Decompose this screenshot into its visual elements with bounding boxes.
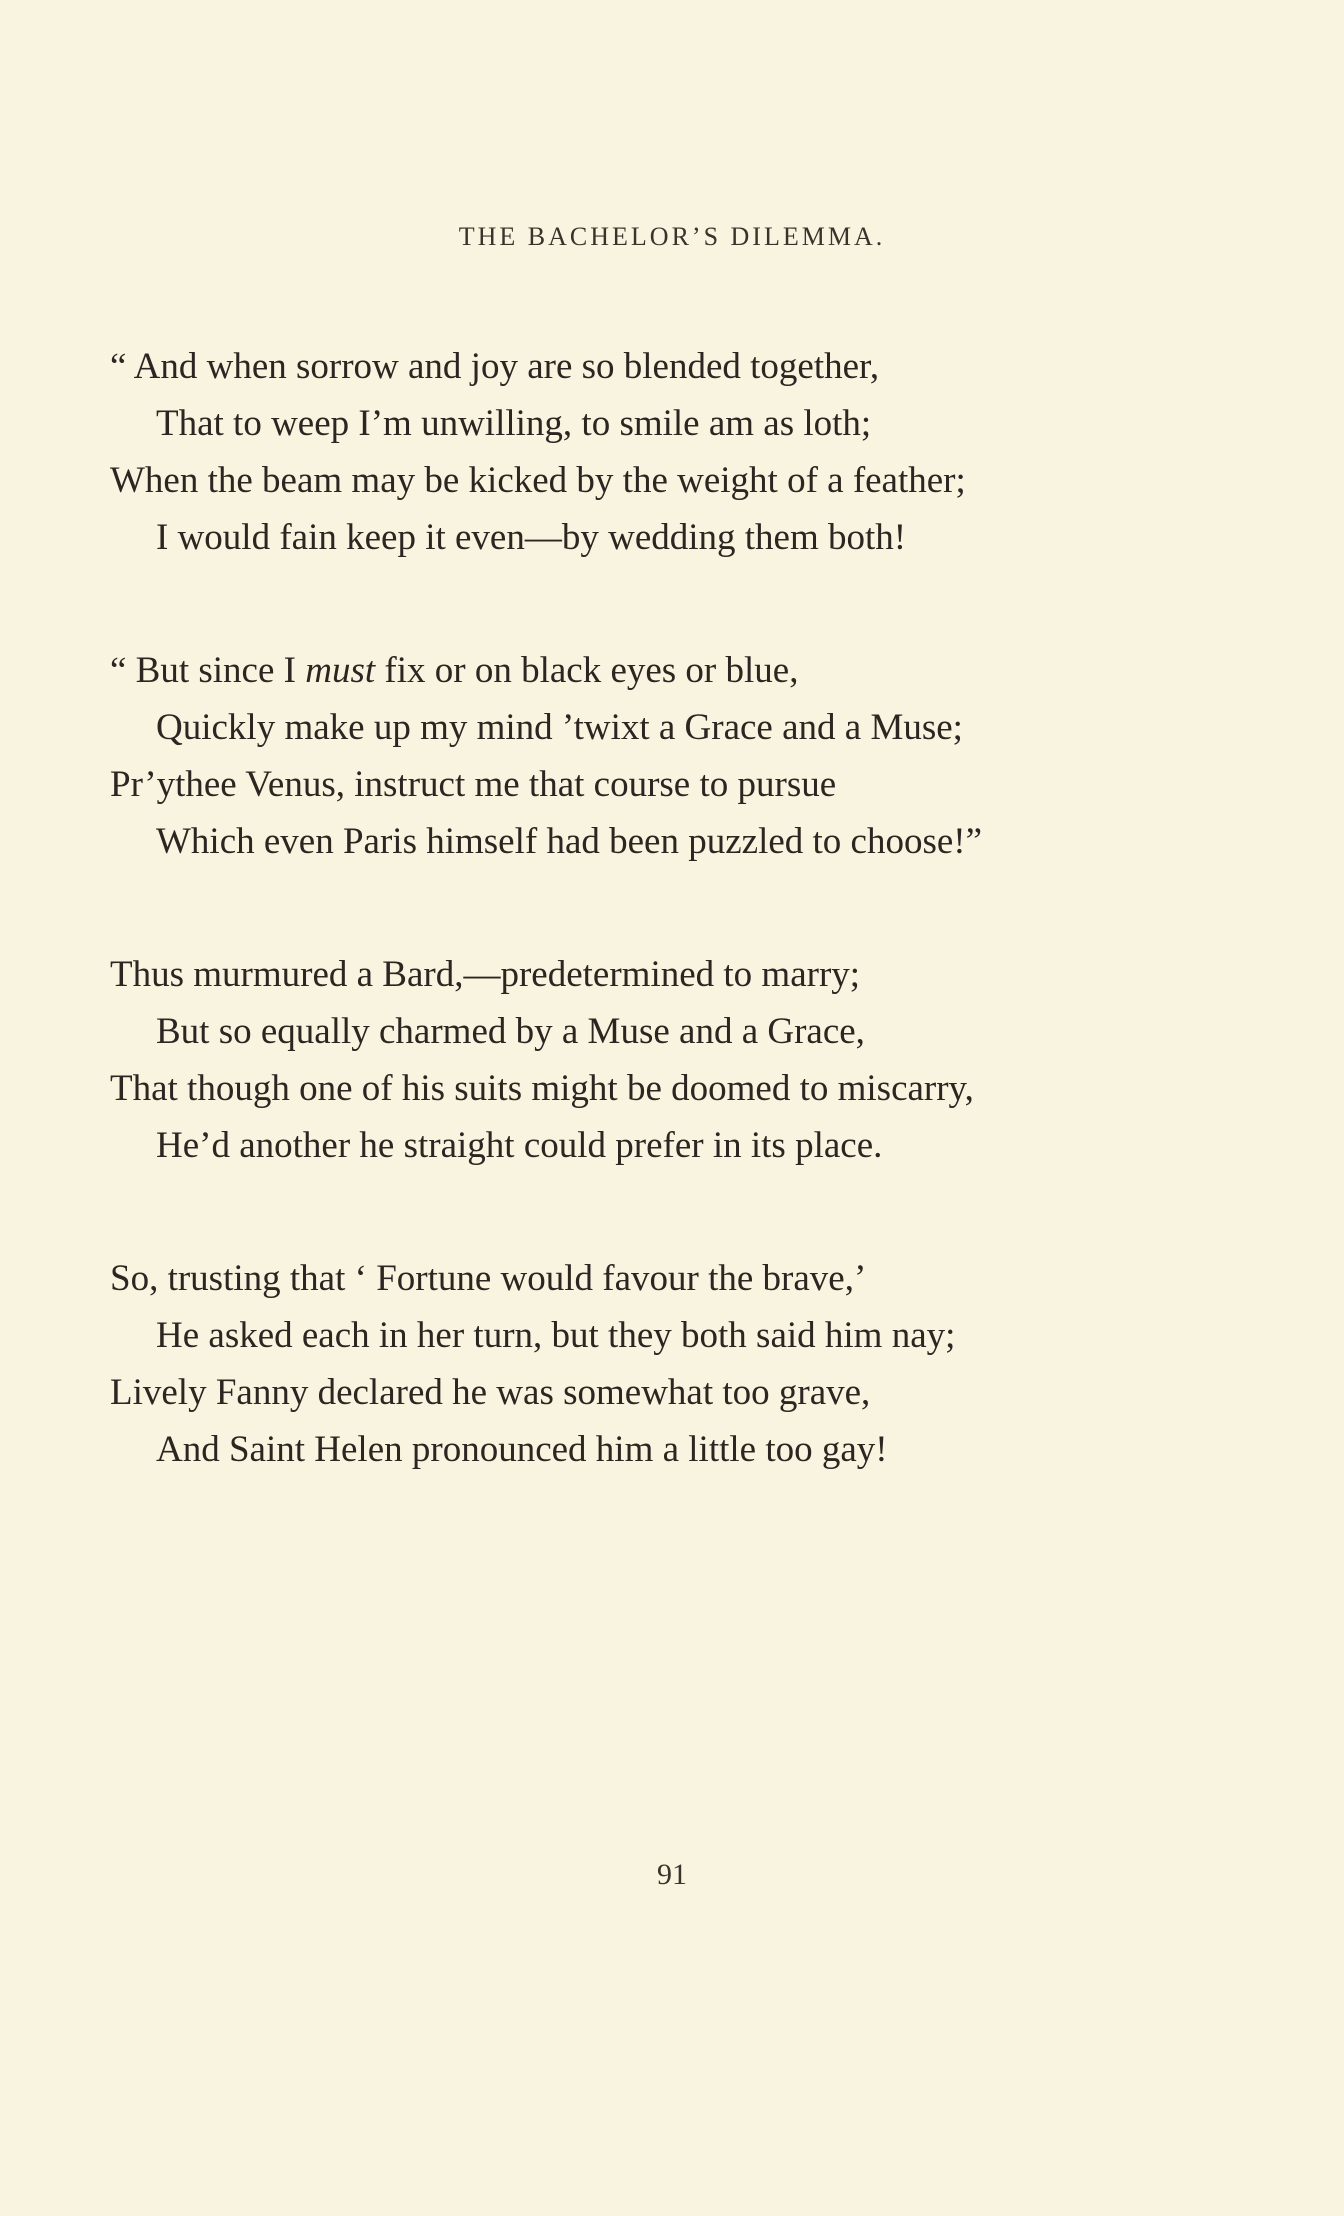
poem-line: He’d another he straight could prefer in its place.	[156, 1125, 883, 1166]
poem-line: Lively Fanny declared he was somewhat too grave,	[110, 1372, 871, 1413]
stanza-4	[110, 1250, 1260, 1478]
poem-line: I would fain keep it even—by wedding them both!	[156, 517, 907, 558]
poem-line: So, trusting that ‘ Fortune would favour the brave,’	[110, 1258, 867, 1299]
poem-line: “ And when sorrow and joy are so blended together,	[110, 346, 880, 387]
line-text: “ But since I	[110, 650, 306, 691]
poem-line: Which even Paris himself had been puzzled to choose!”	[156, 821, 983, 862]
italic-word: must	[305, 650, 376, 691]
line-text: fix or on black eyes or blue,	[375, 650, 799, 691]
poem-line: That though one of his suits might be doomed to miscarry,	[110, 1068, 974, 1109]
poem-line: But so equally charmed by a Muse and a Grace,	[156, 1011, 865, 1052]
poem-line: Pr’ythee Venus, instruct me that course to pursue	[110, 764, 837, 805]
stanza-2	[110, 642, 1260, 870]
poem-line: That to weep I’m unwilling, to smile am as loth;	[156, 403, 872, 444]
poem	[110, 338, 1260, 1554]
poem-line: Quickly make up my mind ’twixt a Grace and a Muse;	[156, 707, 963, 748]
poem-line: He asked each in her turn, but they both said him nay;	[156, 1315, 956, 1356]
stanza-3	[110, 946, 1260, 1174]
running-head: THE BACHELOR’S DILEMMA.	[458, 222, 886, 251]
poem-line: And Saint Helen pronounced him a little too gay!	[156, 1429, 888, 1470]
poem-line: Thus murmured a Bard,—predetermined to marry;	[110, 954, 861, 995]
poem-line	[110, 642, 1260, 699]
poem-line: When the beam may be kicked by the weight of a feather;	[110, 460, 966, 501]
stanza-1	[110, 338, 1260, 566]
page-number: 91	[657, 1858, 687, 1891]
